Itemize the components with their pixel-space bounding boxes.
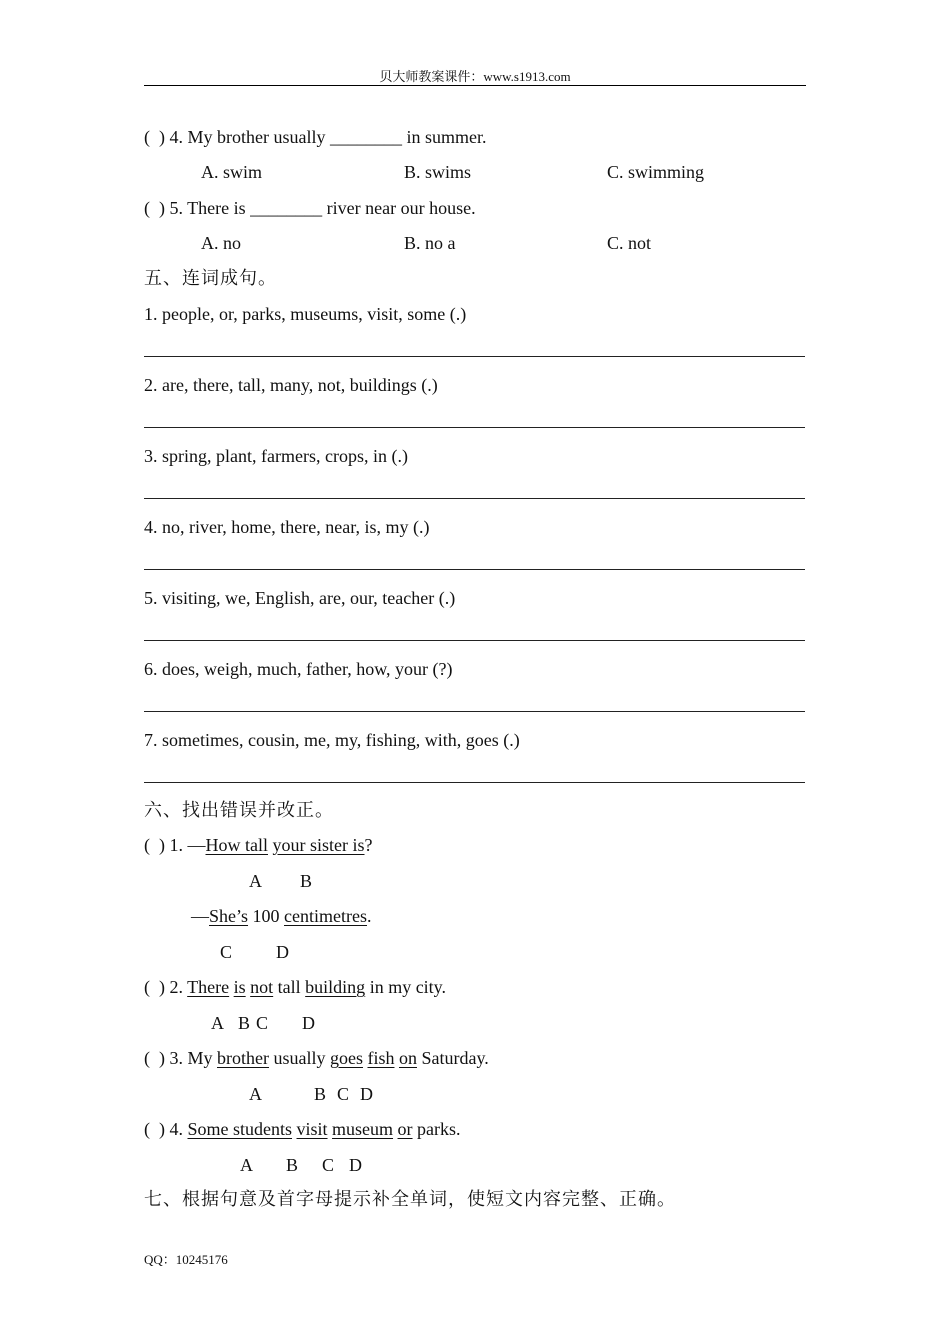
label-c: C <box>322 1155 335 1175</box>
answer-line-1[interactable] <box>144 356 805 357</box>
question-4-option-c: C. swimming <box>607 162 705 182</box>
label-d: D <box>349 1155 362 1175</box>
error-question-1-line-1: ( ) 1. —How tall your sister is? <box>144 835 373 855</box>
label-c: C <box>220 942 233 962</box>
underline-a: brother <box>217 1048 269 1068</box>
underline-a: How tall <box>205 835 268 855</box>
answer-line-5[interactable] <box>144 640 805 641</box>
label-b: B <box>238 1013 251 1033</box>
label-d: D <box>360 1084 373 1104</box>
sentence-item-3: 3. spring, plant, farmers, crops, in (.) <box>144 446 408 466</box>
label-a: A <box>240 1155 253 1175</box>
sentence-item-1: 1. people, or, parks, museums, visit, some (.) <box>144 304 467 324</box>
answer-line-6[interactable] <box>144 711 805 712</box>
question-5-option-b: B. no a <box>404 233 456 253</box>
underline-d: centimetres <box>284 906 367 926</box>
sentence-item-5: 5. visiting, we, English, are, our, teacher (.) <box>144 588 456 608</box>
error-question-1-line-2: —She’s 100 centimetres. <box>191 906 372 926</box>
section-6-title: 六、找出错误并改正。 <box>144 800 334 821</box>
sentence-item-4: 4. no, river, home, there, near, is, my (.) <box>144 517 430 537</box>
sentence-item-2: 2. are, there, tall, many, not, buildings (.) <box>144 375 438 395</box>
underline-d: building <box>305 977 366 997</box>
question-5-option-a: A. no <box>201 233 241 253</box>
answer-line-3[interactable] <box>144 498 805 499</box>
question-4-option-a: A. swim <box>201 162 263 182</box>
answer-line-7[interactable] <box>144 782 805 783</box>
label-a: A <box>249 1084 262 1104</box>
error-question-2: ( ) 2. There is not tall building in my city. <box>144 977 447 997</box>
question-5-stem: ( ) 5. There is ________ river near our house. <box>144 198 476 218</box>
error-question-3: ( ) 3. My brother usually goes fish on Saturday. <box>144 1048 489 1068</box>
label-b: B <box>286 1155 299 1175</box>
page-header: 贝大师教案课件：www.s1913.com <box>379 69 571 84</box>
underline-c: not <box>250 977 274 997</box>
question-5-option-c: C. not <box>607 233 652 253</box>
error-question-4: ( ) 4. Some students visit museum or parks. <box>144 1119 461 1139</box>
underline-d: or <box>397 1119 413 1139</box>
label-a: A <box>249 871 262 891</box>
label-a: A <box>211 1013 224 1033</box>
label-c: C <box>256 1013 269 1033</box>
underline-b: your sister is <box>272 835 365 855</box>
underline-d: on <box>398 1048 417 1068</box>
label-d: D <box>276 942 289 962</box>
answer-line-2[interactable] <box>144 427 805 428</box>
answer-line-4[interactable] <box>144 569 805 570</box>
underline-c: fish <box>367 1048 395 1068</box>
underline-b: is <box>233 977 246 997</box>
underline-c: museum <box>332 1119 394 1139</box>
underline-b: visit <box>296 1119 328 1139</box>
header-divider <box>144 85 806 86</box>
section-7-title: 七、根据句意及首字母提示补全单词，使短文内容完整、正确。 <box>144 1189 676 1210</box>
section-5-title: 五、连词成句。 <box>144 268 277 289</box>
label-c: C <box>337 1084 350 1104</box>
page-footer: QQ：10245176 <box>144 1252 228 1267</box>
label-d: D <box>302 1013 315 1033</box>
sentence-item-7: 7. sometimes, cousin, me, my, fishing, with, goes (.) <box>144 730 520 750</box>
underline-c: She’s <box>209 906 249 926</box>
label-b: B <box>314 1084 327 1104</box>
underline-b: goes <box>329 1048 363 1068</box>
underline-a: Some students <box>187 1119 293 1139</box>
sentence-item-6: 6. does, weigh, much, father, how, your (?) <box>144 659 453 679</box>
underline-a: There <box>187 977 230 997</box>
label-b: B <box>300 871 313 891</box>
question-4-option-b: B. swims <box>404 162 472 182</box>
question-4-stem: ( ) 4. My brother usually ________ in summer. <box>144 127 487 147</box>
